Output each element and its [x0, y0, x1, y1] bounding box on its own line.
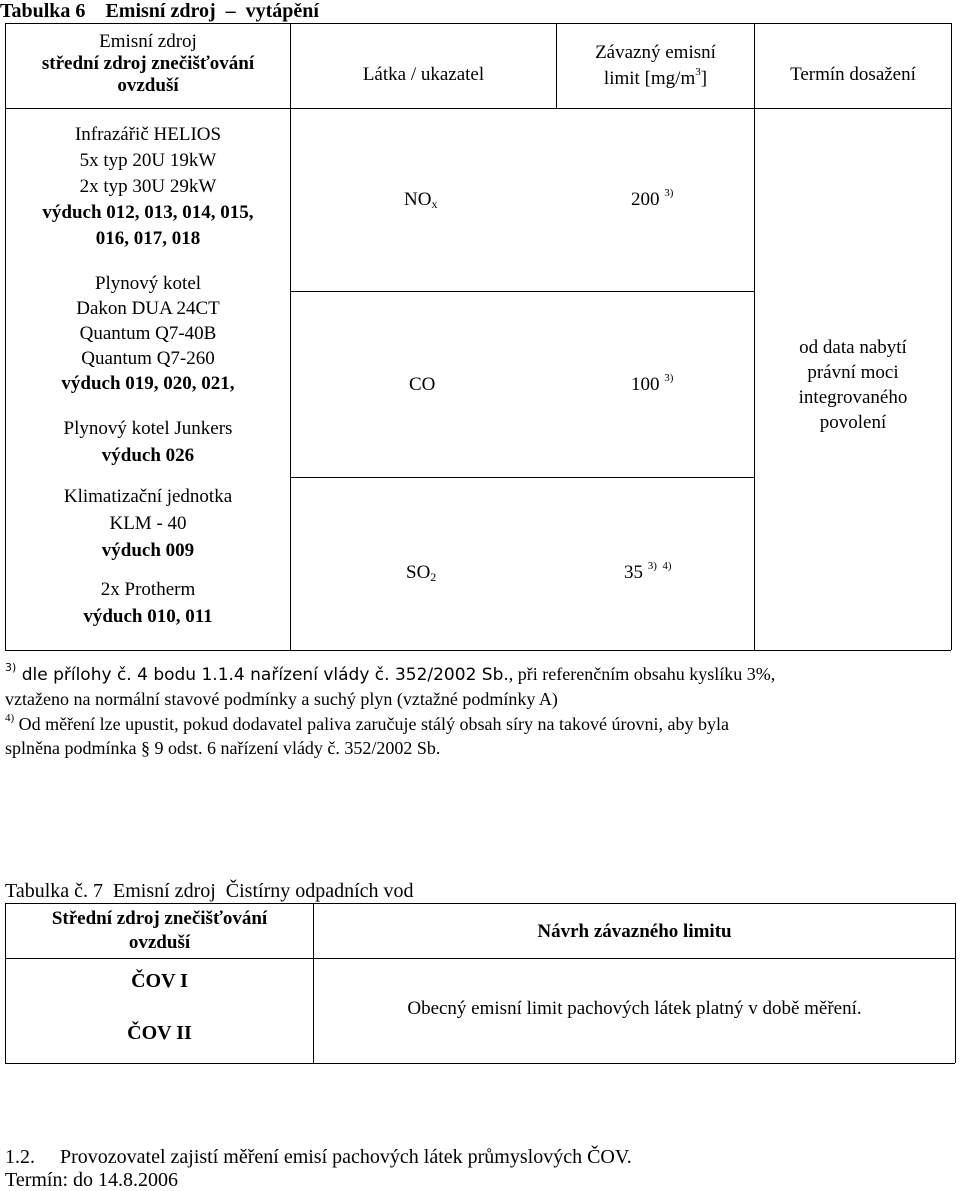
- substance-subscript: 2: [430, 570, 437, 584]
- table6-col-divider-1: [290, 23, 291, 650]
- header-limit-sup: 3: [695, 66, 701, 78]
- table6-row-divider-2: [290, 477, 754, 478]
- table7-header-source: [6, 907, 313, 955]
- source-line: 2x Protherm: [100, 579, 196, 600]
- footnote-3-line1: [5, 662, 955, 687]
- table7-caption-subtitle: Čistírny odpadních vod: [225, 880, 414, 902]
- limit-note: 3): [664, 187, 674, 199]
- table6-border-right: [951, 23, 952, 650]
- limit-value: 200: [631, 189, 660, 210]
- source-group-klm: [6, 483, 290, 564]
- header-limit-line1: Závazný emisní: [595, 42, 716, 63]
- table6-caption-prefix: Tabulka 6: [0, 0, 86, 22]
- source-group-helios: [6, 122, 290, 252]
- limit-so2: [624, 561, 672, 584]
- source-line: Quantum Q7-40B: [79, 323, 217, 344]
- substance-nox: [404, 188, 437, 211]
- source-group-dakon: [6, 271, 290, 396]
- table6-term: [755, 335, 951, 435]
- table6-caption-dash: –: [225, 0, 236, 22]
- table7-header-source-line1: Střední zdroj znečišťování: [51, 908, 268, 929]
- table7-source-cov2: ČOV II: [127, 1022, 192, 1044]
- limit-co: [631, 373, 673, 396]
- table7-caption-prefix: Tabulka č. 7: [5, 880, 104, 902]
- footnote-3-text-b: , při referenčním obsahu kyslíku 3%,: [508, 664, 776, 684]
- table6-header-substance: Látka / ukazatel: [362, 64, 485, 85]
- header-source-line2: střední zdroj znečišťování: [41, 53, 255, 74]
- section-1-2: [5, 1146, 632, 1168]
- term-line: od data nabytí: [799, 337, 907, 358]
- term-line: povolení: [819, 412, 887, 433]
- footnote-4-line1: [5, 712, 955, 736]
- table7-caption-title: Emisní zdroj: [113, 880, 216, 902]
- source-line: 5x typ 20U 19kW: [79, 150, 217, 171]
- table6-header-term: Termín dosažení: [790, 64, 916, 85]
- footnote-3-line2: vztaženo na normální stavové podmínky a suchý plyn (vztažné podmínky A): [5, 689, 558, 709]
- table7-header-divider: [5, 958, 955, 959]
- source-line: Dakon DUA 24CT: [76, 298, 220, 319]
- substance-label: NO: [404, 189, 432, 210]
- table6-row-divider-1: [290, 291, 754, 292]
- footnote-3-text-a: dle přílohy č. 4 bodu 1.1.4 nařízení vlády č. 352/2002 Sb.: [21, 665, 509, 685]
- table7-border-bottom: [5, 1063, 955, 1064]
- footnote-3-mark: 3): [5, 661, 17, 674]
- source-line: Infrazářič HELIOS: [74, 124, 222, 145]
- source-line: Quantum Q7-260: [81, 348, 215, 369]
- source-outlet-line: výduch 026: [101, 445, 195, 466]
- header-limit-line2: limit [mg/m: [603, 68, 696, 89]
- source-line: KLM - 40: [109, 513, 187, 534]
- limit-note: 3): [664, 372, 674, 384]
- substance-label: SO: [406, 562, 431, 583]
- substance-label: CO: [409, 374, 436, 395]
- table6-caption-subtitle: vytápění: [245, 0, 319, 22]
- table6-caption: [0, 0, 319, 22]
- footnote-4-text: Od měření lze upustit, pokud dodavatel paliva zaručuje stálý obsah síry na takové úrovni, aby byla: [18, 714, 729, 734]
- section-text: Provozovatel zajistí měření emisí pachových látek průmyslových ČOV.: [60, 1146, 632, 1168]
- section-deadline: Termín: do 14.8.2006: [5, 1169, 179, 1191]
- header-source-line1: Emisní zdroj: [99, 31, 197, 52]
- footnote-4-line2: splněna podmínka § 9 odst. 6 nařízení vlády č. 352/2002 Sb.: [5, 738, 441, 758]
- source-outlet-line: výduch 019, 020, 021,: [61, 373, 235, 394]
- source-line: Plynový kotel: [94, 273, 202, 294]
- substance-so2: [406, 561, 436, 584]
- table7-caption: [5, 880, 414, 902]
- limit-note: 3) 4): [647, 560, 672, 572]
- source-outlet-line: výduch 010, 011: [83, 606, 213, 627]
- table7-source-cov1: ČOV I: [131, 970, 188, 992]
- footnotes: [5, 662, 955, 760]
- source-group-protherm: [6, 576, 290, 630]
- source-line: Klimatizační jednotka: [63, 486, 233, 507]
- term-line: integrovaného: [798, 387, 908, 408]
- table6-header-limit: [557, 40, 754, 92]
- table6-header-source: [6, 31, 290, 97]
- limit-value: 100: [631, 374, 660, 395]
- source-outlet-line: výduch 009: [101, 540, 195, 561]
- source-group-junkers: [6, 415, 290, 469]
- source-outlet-line: výduch 012, 013, 014, 015,: [42, 202, 254, 223]
- header-limit-line2-end: ]: [700, 68, 708, 89]
- table6-header-divider: [5, 108, 951, 109]
- table7-header-source-line2: ovzduší: [128, 932, 191, 953]
- section-number: 1.2.: [5, 1146, 35, 1168]
- source-line: 2x typ 30U 29kW: [79, 176, 217, 197]
- header-source-line3: ovzduší: [117, 75, 179, 96]
- table7-border-right: [955, 903, 956, 1063]
- footnote-4-mark: 4): [5, 712, 15, 724]
- table6-border-bottom: [5, 650, 951, 651]
- source-line: Plynový kotel Junkers: [63, 418, 233, 439]
- table7-limit-text: Obecný emisní limit pachových látek platný v době měření.: [407, 998, 862, 1019]
- limit-nox: [631, 188, 673, 211]
- table7-header-limit: Návrh závazného limitu: [537, 921, 732, 942]
- table6-caption-title: Emisní zdroj: [105, 0, 216, 22]
- table6-border-top: [5, 23, 951, 24]
- table7-border-top: [5, 903, 955, 904]
- substance-subscript: x: [431, 197, 438, 211]
- substance-co: [409, 373, 435, 396]
- term-line: právní moci: [807, 362, 899, 383]
- source-outlet-line: 016, 017, 018: [95, 228, 201, 249]
- limit-value: 35: [624, 562, 643, 583]
